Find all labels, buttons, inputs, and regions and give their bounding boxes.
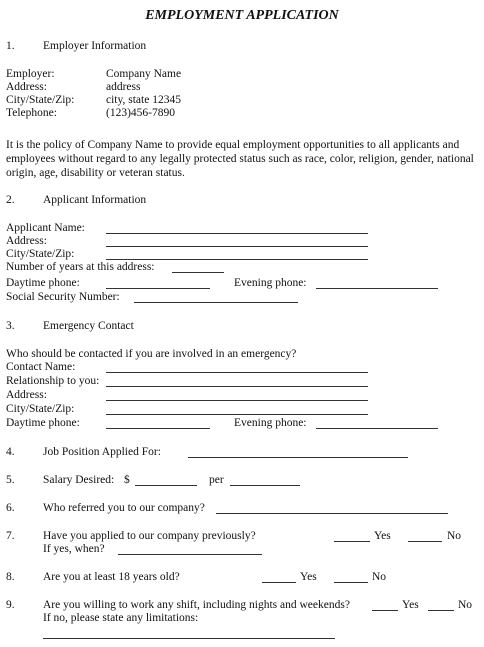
contact-name-field[interactable] xyxy=(106,372,368,373)
emergency-city-label: City/State/Zip: xyxy=(6,403,75,415)
emergency-question: Who should be contacted if you are involved in an emergency? xyxy=(6,348,297,360)
shift-no-field[interactable] xyxy=(428,610,454,611)
job-position-label: Job Position Applied For: xyxy=(43,446,161,458)
no-label: No xyxy=(372,571,387,583)
page-title: EMPLOYMENT APPLICATION xyxy=(145,8,339,23)
applied-previously-label: Have you applied to our company previously? xyxy=(43,530,256,542)
section-heading-applicant: Applicant Information xyxy=(43,194,147,206)
contact-name-label: Contact Name: xyxy=(6,361,76,373)
section-number: 3. xyxy=(6,320,15,332)
city-state-zip-label: City/State/Zip: xyxy=(6,94,75,106)
daytime-phone-label: Daytime phone: xyxy=(6,277,80,289)
applied-no-field[interactable] xyxy=(408,541,442,542)
evening-phone-label: Evening phone: xyxy=(234,277,307,289)
age-question-label: Are you at least 18 years old? xyxy=(43,571,180,583)
section-heading-emergency: Emergency Contact xyxy=(43,320,134,332)
job-position-field[interactable] xyxy=(188,457,408,458)
applicant-name-label: Applicant Name: xyxy=(6,222,85,234)
telephone-value: (123)456-7890 xyxy=(106,107,175,119)
question-number: 8. xyxy=(6,571,15,583)
emergency-evening-label: Evening phone: xyxy=(234,417,307,429)
years-at-address-field[interactable] xyxy=(172,272,224,273)
emergency-evening-field[interactable] xyxy=(316,428,438,429)
section-number: 1. xyxy=(6,40,15,52)
per-label: per xyxy=(209,474,224,486)
applicant-address-field[interactable] xyxy=(106,246,368,247)
no-label: No xyxy=(458,599,473,611)
emergency-daytime-label: Daytime phone: xyxy=(6,417,80,429)
yes-label: Yes xyxy=(402,599,419,611)
applicant-name-field[interactable] xyxy=(106,233,368,234)
address-label: Address: xyxy=(6,81,47,93)
years-at-address-label: Number of years at this address: xyxy=(6,261,155,273)
policy-paragraph: It is the policy of Company Name to provide equal employment opportunities to all applicants and employees without regard to any legally protected status such as race, color, religion, gender, national origin, age, disability or veteran status. xyxy=(6,139,474,179)
address-value: address xyxy=(106,81,141,93)
question-number: 7. xyxy=(6,530,15,542)
employer-label: Employer: xyxy=(6,68,55,80)
shift-question-label: Are you willing to work any shift, including nights and weekends? xyxy=(43,599,350,611)
applicant-city-label: City/State/Zip: xyxy=(6,248,75,260)
telephone-label: Telephone: xyxy=(6,107,57,119)
no-label: No xyxy=(447,530,462,542)
salary-amount-field[interactable] xyxy=(135,485,197,486)
employer-value: Company Name xyxy=(106,68,182,80)
currency-symbol: $ xyxy=(124,474,130,486)
applicant-city-field[interactable] xyxy=(106,259,368,260)
city-state-zip-value: city, state 12345 xyxy=(106,94,181,106)
referral-field[interactable] xyxy=(216,513,448,514)
age-no-field[interactable] xyxy=(334,582,368,583)
evening-phone-field[interactable] xyxy=(316,288,438,289)
ssn-label: Social Security Number: xyxy=(6,291,120,303)
ssn-field[interactable] xyxy=(134,302,298,303)
daytime-phone-field[interactable] xyxy=(106,288,210,289)
salary-period-field[interactable] xyxy=(230,485,300,486)
shift-yes-field[interactable] xyxy=(372,610,398,611)
emergency-address-field[interactable] xyxy=(106,400,368,401)
limitations-field[interactable] xyxy=(43,638,335,639)
applied-when-field[interactable] xyxy=(118,554,262,555)
salary-label: Salary Desired: xyxy=(43,474,115,486)
emergency-daytime-field[interactable] xyxy=(106,428,210,429)
applied-when-label: If yes, when? xyxy=(43,543,105,555)
yes-label: Yes xyxy=(374,530,391,542)
emergency-address-label: Address: xyxy=(6,389,47,401)
relationship-field[interactable] xyxy=(106,386,368,387)
question-number: 4. xyxy=(6,446,15,458)
applied-yes-field[interactable] xyxy=(334,541,370,542)
limitations-label: If no, please state any limitations: xyxy=(43,612,199,624)
referral-label: Who referred you to our company? xyxy=(43,502,205,514)
emergency-city-field[interactable] xyxy=(106,414,368,415)
question-number: 5. xyxy=(6,474,15,486)
relationship-label: Relationship to you: xyxy=(6,375,100,387)
yes-label: Yes xyxy=(300,571,317,583)
age-yes-field[interactable] xyxy=(262,582,296,583)
applicant-address-label: Address: xyxy=(6,235,47,247)
section-number: 2. xyxy=(6,194,15,206)
question-number: 9. xyxy=(6,599,15,611)
question-number: 6. xyxy=(6,502,15,514)
section-heading-employer: Employer Information xyxy=(43,40,147,52)
